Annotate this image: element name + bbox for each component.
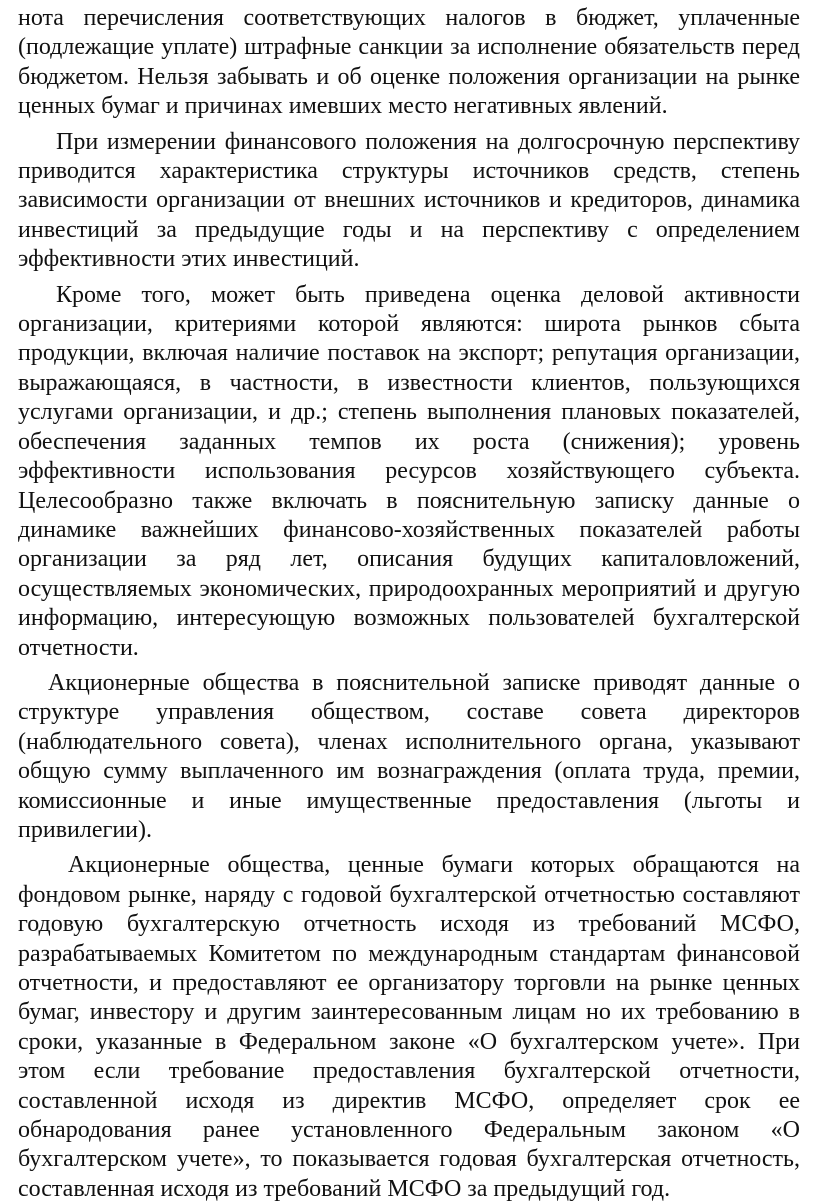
paragraph-1: нота перечисления соответствующих налогов в бюджет, уплаченные (подлежащие уплате) штрафные санкции за исполнение обязательств перед бюджетом. Нельзя забывать и об оценке положения организации на рынке ценных бумаг и причинах имевших место негативных явлений. [18,5,800,120]
paragraph-5: Акционерные общества, ценные бумаги которых обращаются на фондовом рынке, наряду с годовой бухгалтерской отчетностью составляют годовую бухгалтерскую отчетность исходя из требований МСФО, разрабатываемых Комитетом по международным стандартам финансовой отчетности, и предоставляют ее организатору торговли на рынке ценных бумаг, инвестору и другим заинтересованным лицам но их требованию в сроки, указанные в Федеральном законе «О бухгалтерском учете». При этом если требование предоставления бухгалтерской отчетности, составленной исходя из директив МСФО, определяет срок ее обнародования ранее установленного Федеральным законом «О бухгалтерском учете», то показывается годовая бухгалтерская отчетность, составленная исходя из требований МСФО за предыдущий год. [18,852,800,1202]
paragraph-3: Кроме того, может быть приведена оценка деловой активности организации, критериями которой являются: широта рынков сбыта продукции, включая наличие поставок на экспорт; репутация организации, выражающаяся, в частности, в известности клиентов, пользующихся услугами организации, и др.; степень выполнения плановых показателей, обеспечения заданных темпов их роста (снижения); уровень эффективности использования ресурсов хозяйствующего субъекта. Целесообразно также включать в пояснительную записку данные о динамике важнейших финансово-хозяйственных показателей работы организации за ряд лет, описания будущих капиталовложений, осуществляемых экономических, природоохранных мероприятий и другую информацию, интересующую возможных пользователей бухгалтерской отчетности. [18,281,800,661]
paragraph-2: При измерении финансового положения на долгосрочную перспективу приводится характеристика структуры источников средств, степень зависимости организации от внешних источников и кредиторов, динамика инвестиций за предыдущие годы и на перспективу с определением эффективности этих инвестиций. [18,128,800,273]
paragraph-4: Акционерные общества в пояснительной записке приводят данные о структуре управления обществом, составе совета директоров (наблюдательного совета), членах исполнительного органа, указывают общую сумму выплаченного им вознаграждения (оплата труда, премии, комиссионные и иные имущественные предоставления (льготы и привилегии). [18,669,800,843]
